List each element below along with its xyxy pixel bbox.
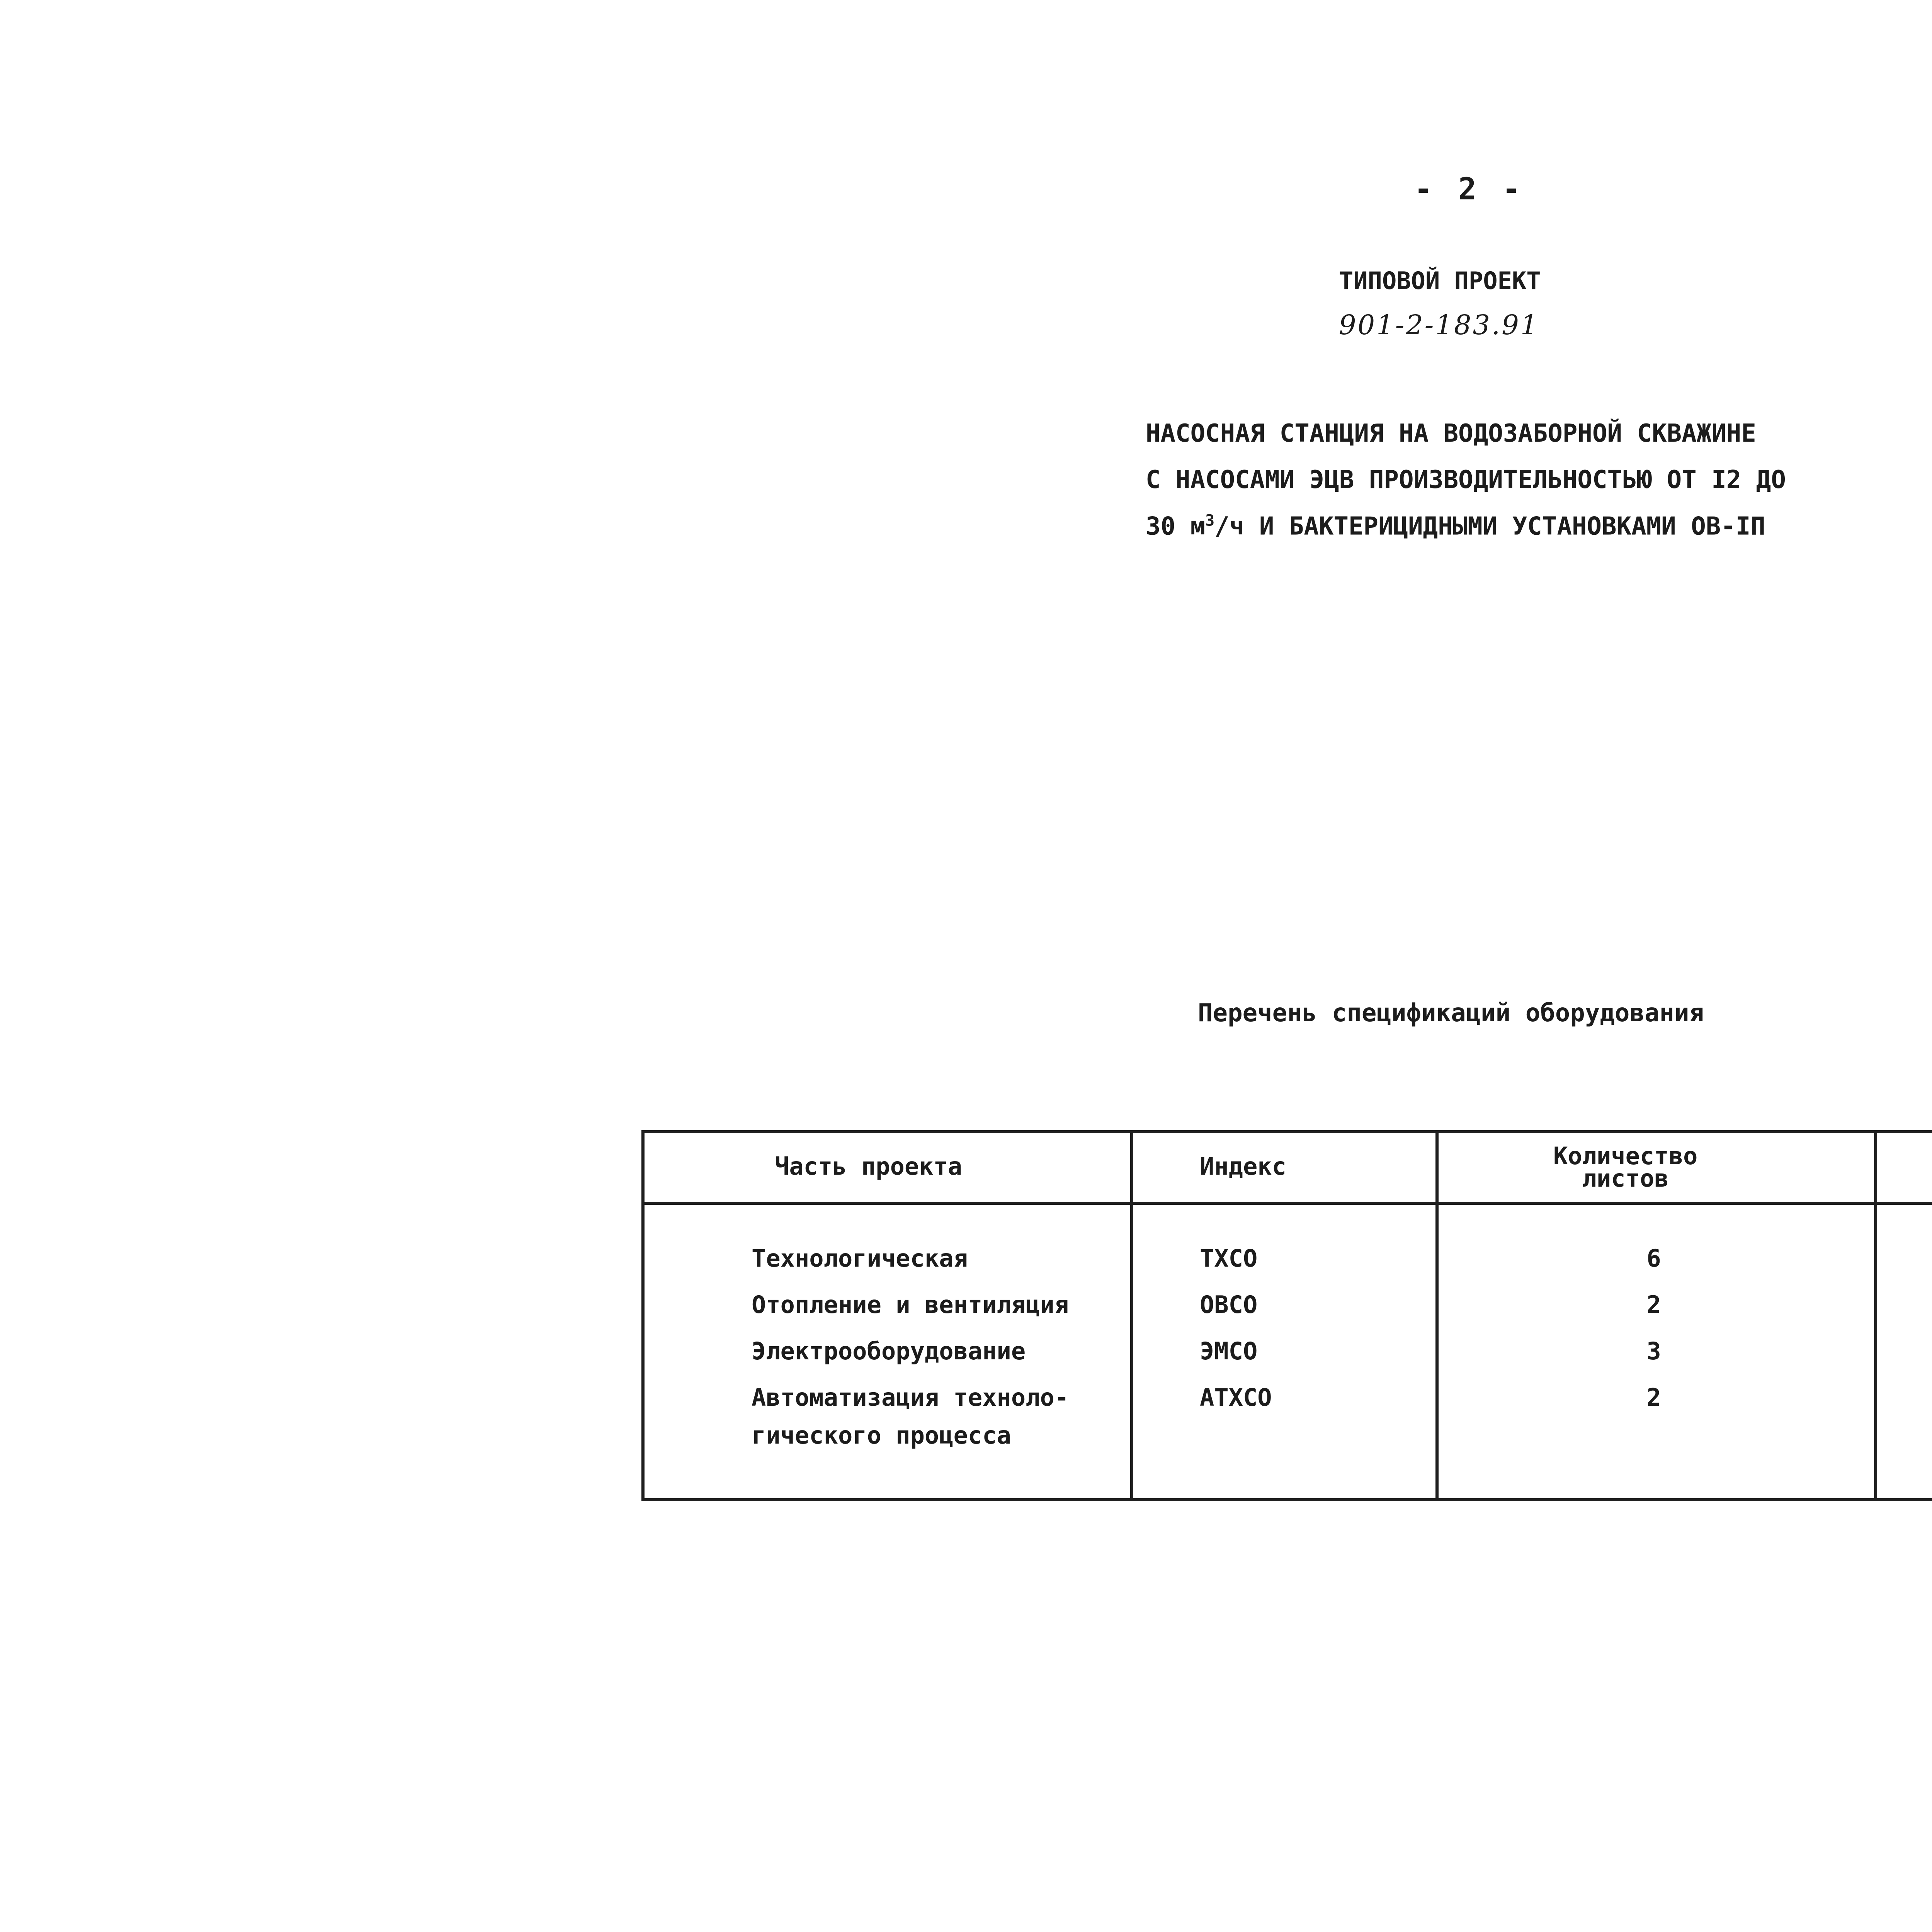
table-row-4-sheets: 2	[1646, 1383, 1661, 1412]
column-divider-2	[1435, 1130, 1439, 1501]
spec-table	[641, 1130, 1932, 1501]
header-divider	[641, 1202, 1932, 1205]
table-row-4-part: Автоматизация техноло- гического процесса	[752, 1383, 1069, 1449]
title-line-3	[1146, 512, 1765, 541]
table-row-4-index: АТХСО	[1200, 1383, 1272, 1412]
project-label: ТИПОВОЙ ПРОЕКТ	[1339, 267, 1541, 295]
table-row-2-part: Отопление и вентиляция	[752, 1291, 1069, 1319]
table-row-2-index: ОВСО	[1200, 1291, 1258, 1319]
table-row-1-sheets: 6	[1646, 1244, 1661, 1272]
table-row-3-sheets: 3	[1646, 1337, 1661, 1365]
header-part: Часть проекта	[775, 1152, 963, 1180]
table-row-3-index: ЭМСО	[1200, 1337, 1258, 1365]
title-line-3-rest: И БАКТЕРИЦИДНЫМИ УСТАНОВКАМИ ОВ-IП	[1259, 512, 1765, 541]
title-line-2: С НАСОСАМИ ЭЦВ ПРОИЗВОДИТЕЛЬНОСТЬЮ ОТ I2 ДО	[1146, 466, 1786, 494]
table-row-3-part: Электрооборудование	[752, 1337, 1026, 1365]
title-line-1: НАСОСНАЯ СТАНЦИЯ НА ВОДОЗАБОРНОЙ СКВАЖИНЕ	[1146, 419, 1756, 448]
page-number: - 2 -	[1414, 172, 1524, 207]
table-row-1-index: ТХСО	[1200, 1244, 1258, 1272]
column-divider-3	[1874, 1130, 1877, 1501]
title-capacity-value: 30	[1146, 512, 1176, 541]
table-row-1-part: Технологическая	[752, 1244, 968, 1272]
table-row-2-sheets: 2	[1646, 1291, 1661, 1319]
project-code: 901-2-183.91	[1339, 309, 1539, 341]
column-divider-1	[1130, 1130, 1133, 1501]
header-sheets: Количество листов	[1553, 1142, 1698, 1192]
title-capacity-unit: $м^3/ч$	[1190, 512, 1245, 541]
header-index: Индекс	[1200, 1152, 1286, 1180]
list-title: Перечень спецификаций оборудования	[1198, 999, 1704, 1027]
